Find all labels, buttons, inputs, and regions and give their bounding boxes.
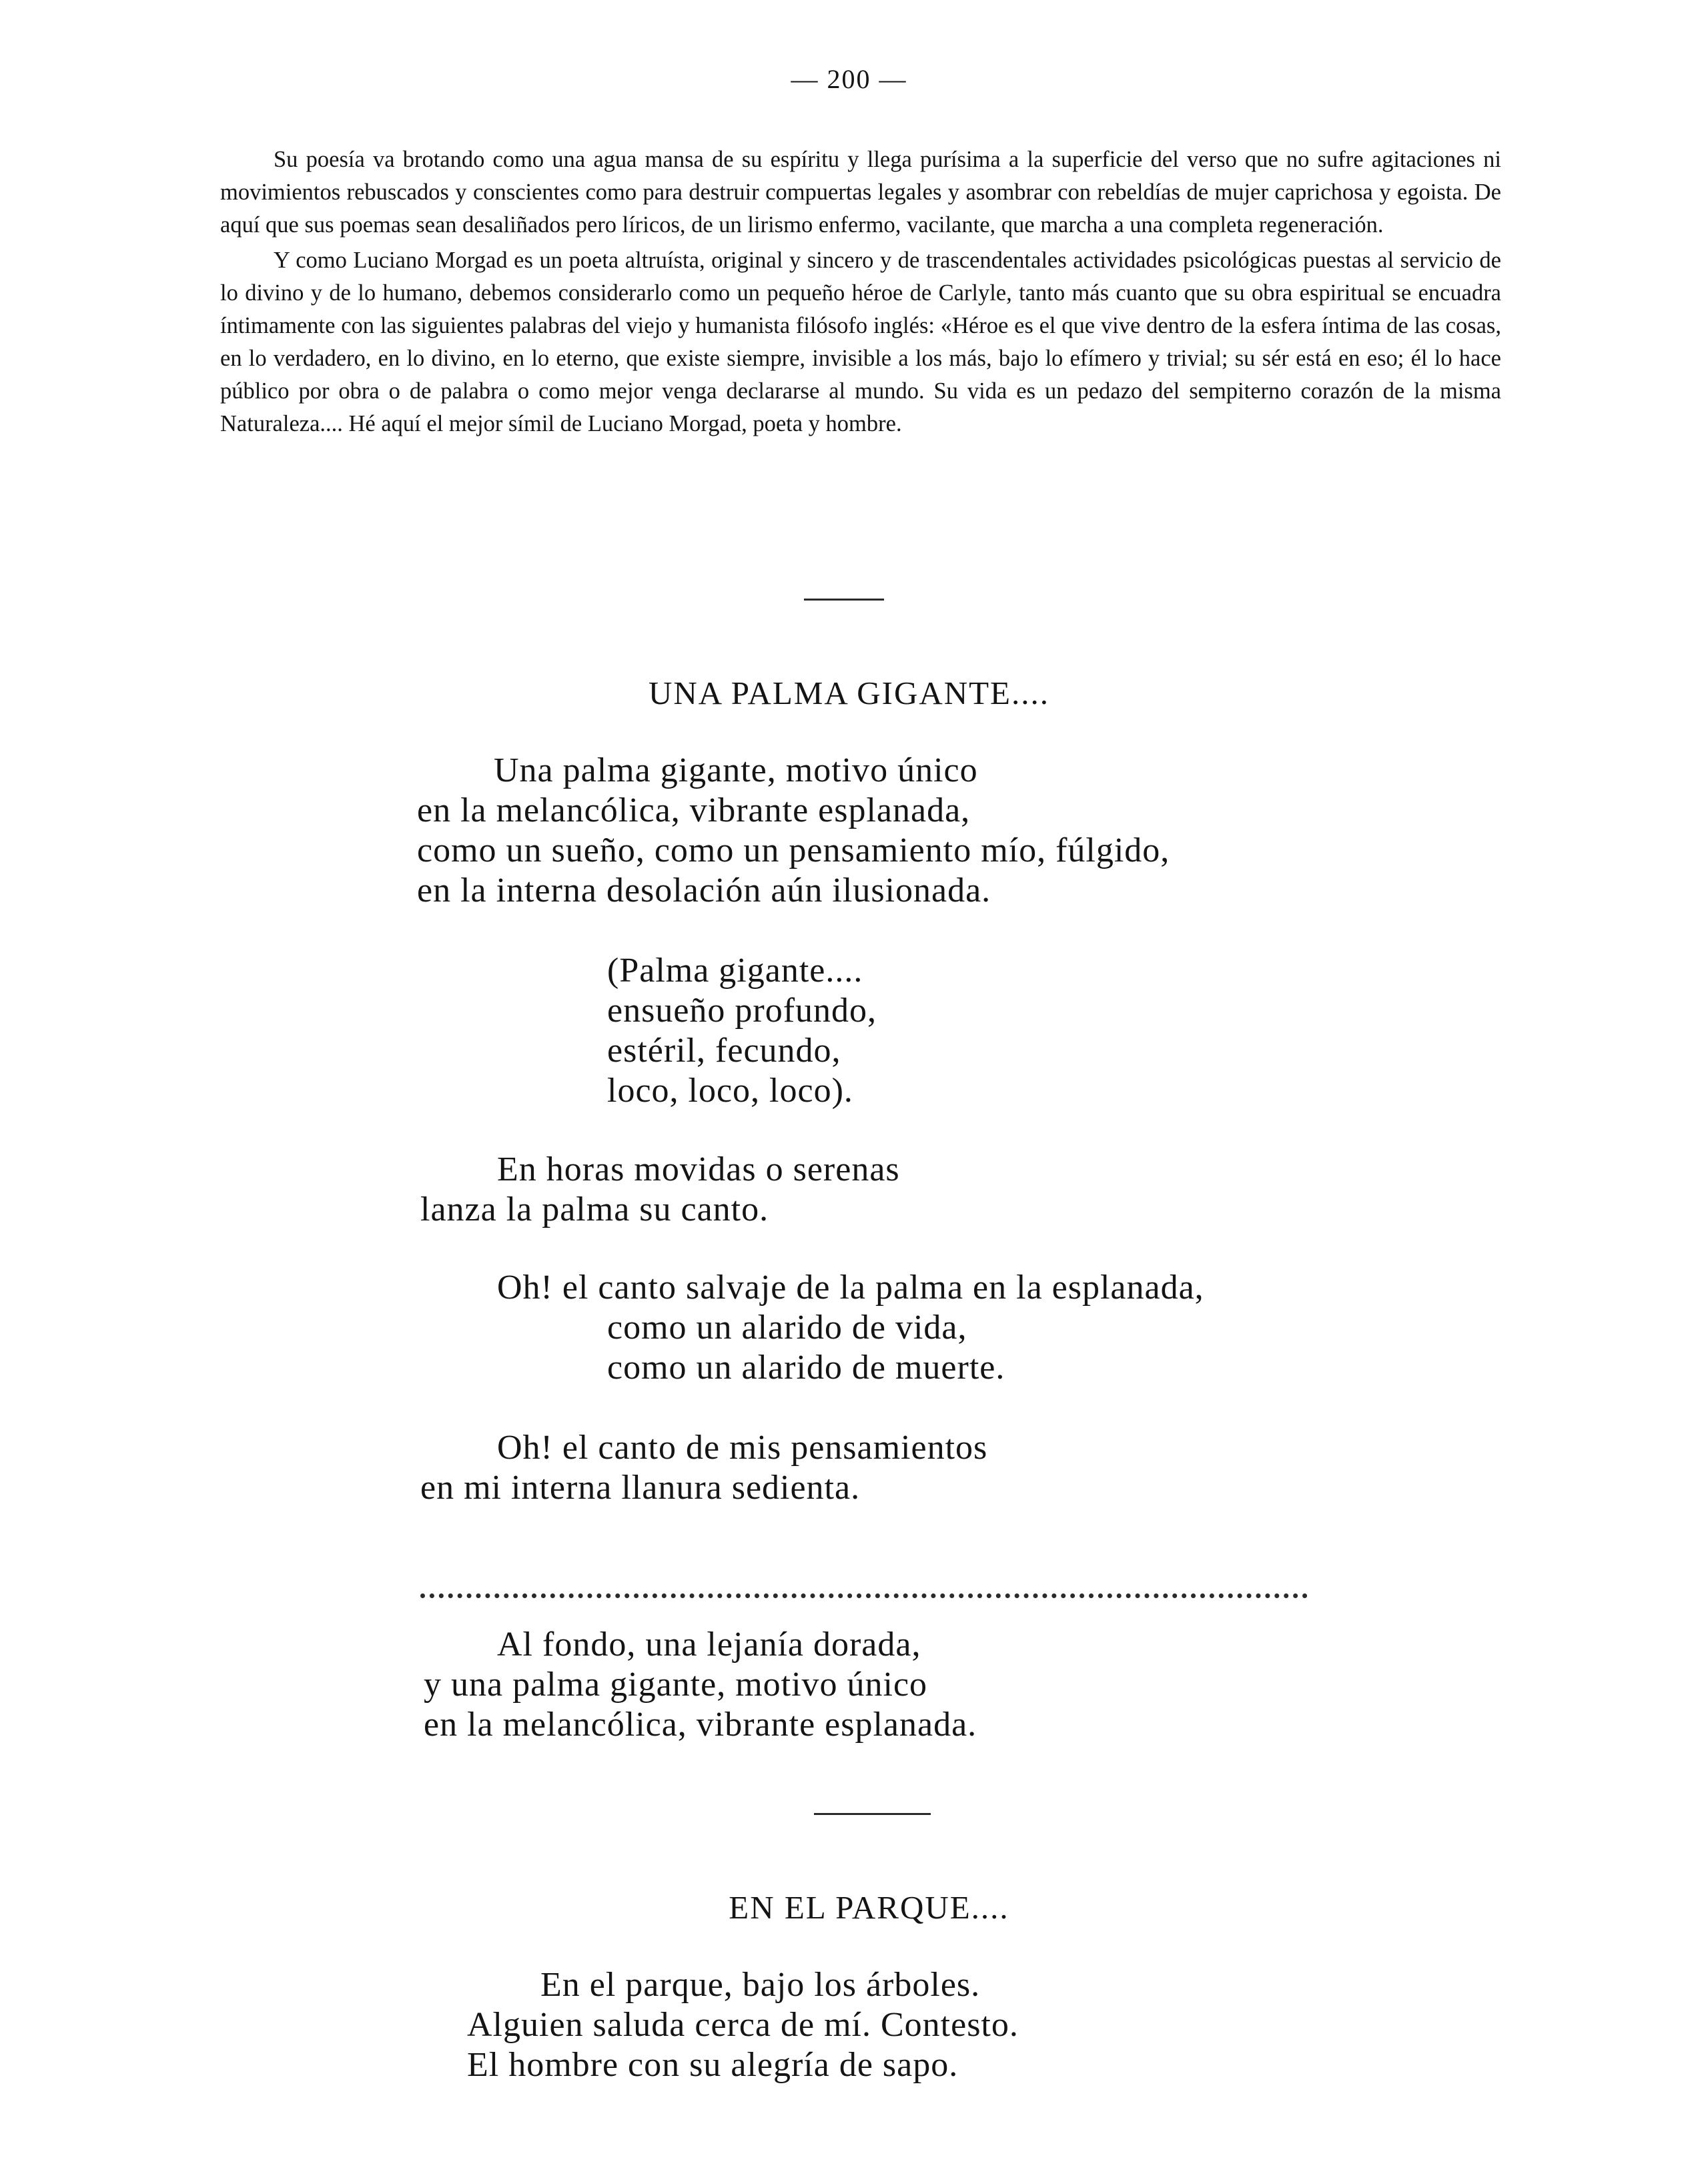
- verse-line: En horas movidas o serenas: [497, 1150, 900, 1188]
- poem2-stanza-1: [467, 1965, 1019, 2085]
- prose-paragraph-2: Y como Luciano Morgad es un poeta altruísta, original y sincero y de trascendentales actividades psicológicas puestas al servicio de lo divino y de lo humano, debemos considerarlo como un pequeño héroe de Carlyle, tanto más cuanto que su obra espiritual se encuadra íntimamente con las siguientes palabras del viejo y humanista filósofo inglés: «Héroe es el que vive dentro de la esfera íntima de las cosas, en lo verdadero, en lo divino, en lo eterno, que existe siempre, invisible a los más, bajo lo efímero y trivial; su sér está en eso; él lo hace público por obra o de palabra o como mejor venga declararse al mundo. Su vida es un pedazo del sempiterno corazón de la misma Naturaleza.... Hé aquí el mejor símil de Luciano Morgad, poeta y hombre.: [220, 248, 1501, 436]
- prose-paragraph-1: Su poesía va brotando como una agua mansa de su espíritu y llega purísima a la superficie del verso que no sufre agitaciones ni movimientos rebuscados y conscientes como para destruir compuertas legales y asombrar con rebeldías de mujer caprichosa y egoista. De aquí que sus poemas sean desaliñados pero líricos, de un lirismo enfermo, vacilante, que marcha a una completa regeneración.: [220, 147, 1501, 238]
- verse-line: (Palma gigante....: [607, 952, 863, 990]
- poem1-stanza-6: [424, 1625, 977, 1745]
- verse-line: estéril, fecundo,: [607, 1032, 841, 1070]
- prose-section: [220, 143, 1501, 440]
- verse-line: en la melancólica, vibrante esplanada.: [424, 1706, 977, 1744]
- verse-line: y una palma gigante, motivo único: [424, 1666, 928, 1704]
- verse-line: El hombre con su alegría de sapo.: [467, 2046, 959, 2084]
- section-divider-2: [814, 1813, 931, 1815]
- verse-line: en mi interna llanura sedienta.: [420, 1469, 861, 1507]
- verse-line: Al fondo, una lejanía dorada,: [497, 1625, 921, 1664]
- verse-line: como un alarido de vida,: [607, 1309, 967, 1347]
- verse-line: Oh! el canto salvaje de la palma en la esplanada,: [497, 1268, 1204, 1307]
- verse-line: lanza la palma su canto.: [420, 1190, 769, 1228]
- verse-line: como un alarido de muerte.: [607, 1349, 1005, 1387]
- dotted-separator: [420, 1593, 1308, 1598]
- poem1-stanza-4: [497, 1268, 1204, 1388]
- verse-line: Alguien saluda cerca de mí. Contesto.: [467, 2006, 1019, 2044]
- verse-line: En el parque, bajo los árboles.: [540, 1966, 981, 2004]
- poem1-stanza-5: [420, 1428, 987, 1508]
- verse-line: en la melancólica, vibrante esplanada,: [417, 791, 971, 829]
- verse-line: Oh! el canto de mis pensamientos: [497, 1429, 988, 1467]
- verse-line: en la interna desolación aún ilusionada.: [417, 871, 991, 909]
- verse-line: loco, loco, loco).: [607, 1072, 853, 1110]
- verse-line: como un sueño, como un pensamiento mío, fúlgido,: [417, 831, 1170, 869]
- poem1-stanza-3: [420, 1150, 900, 1230]
- poem-title-una-palma-gigante: UNA PALMA GIGANTE....: [648, 675, 1049, 711]
- poem1-stanza-1: [417, 751, 1170, 911]
- poem-title-en-el-parque: EN EL PARQUE....: [729, 1889, 1009, 1926]
- section-divider-1: [804, 599, 884, 601]
- verse-line: ensueño profundo,: [607, 992, 877, 1030]
- verse-line: Una palma gigante, motivo único: [494, 751, 978, 789]
- page-number: — 200 —: [791, 64, 907, 94]
- poem1-stanza-2: [607, 951, 877, 1111]
